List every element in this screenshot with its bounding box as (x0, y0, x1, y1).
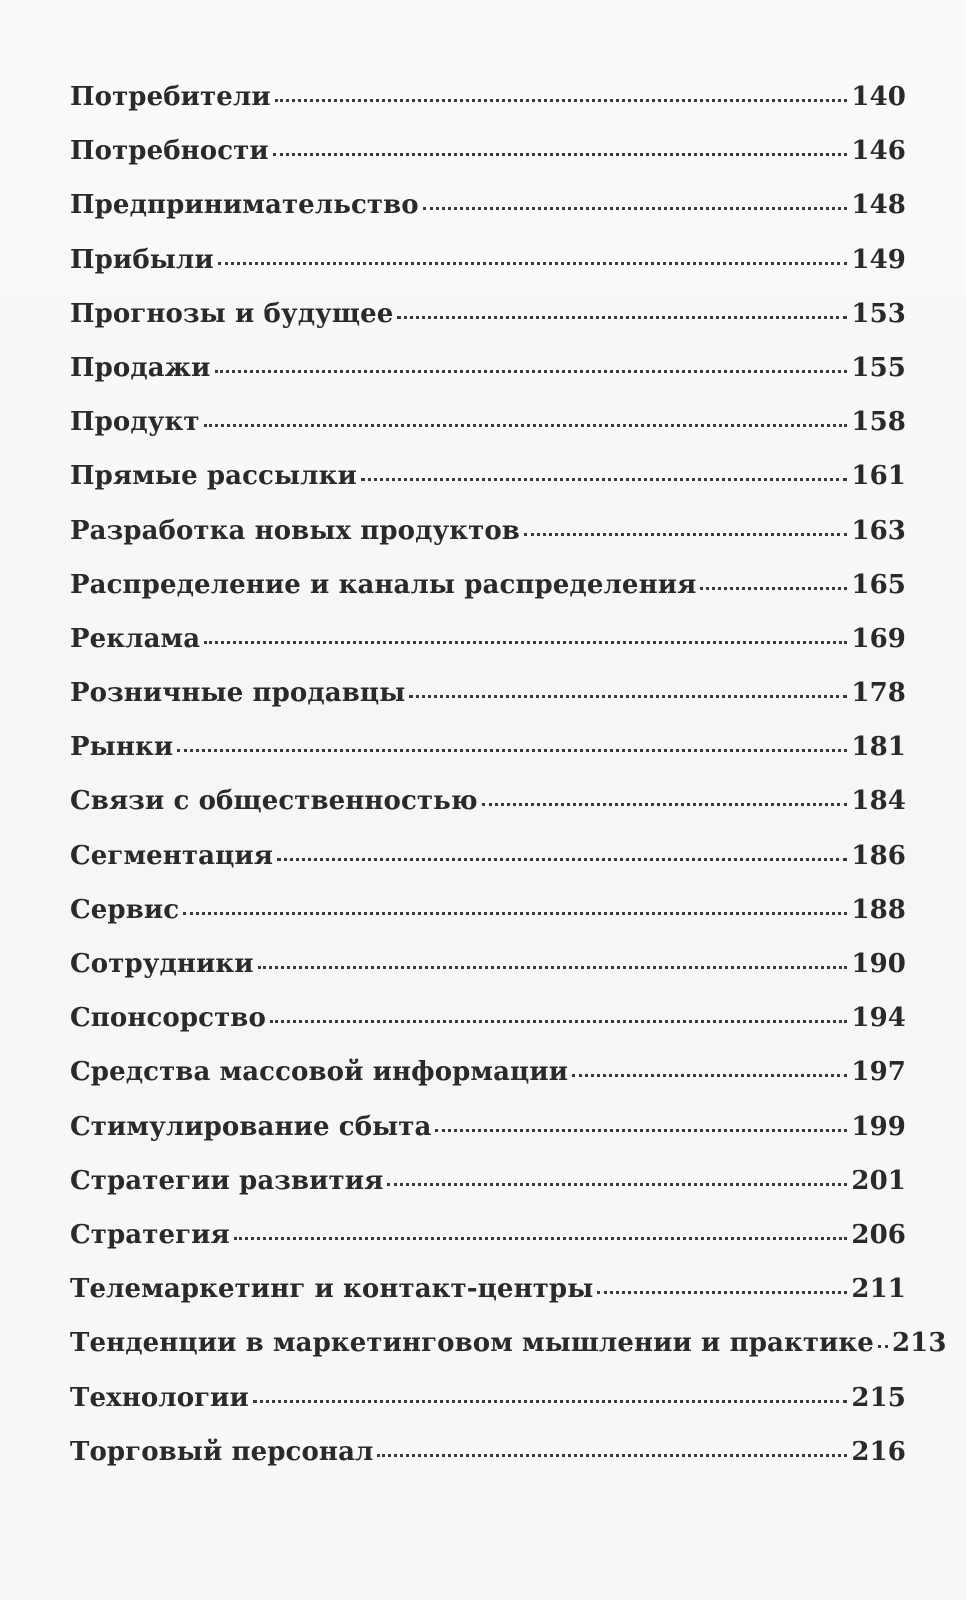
toc-entry-page-number: 178 (851, 678, 906, 709)
toc-dot-leader (177, 749, 847, 752)
toc-entry (70, 1112, 906, 1166)
toc-entry-page-number: 153 (851, 298, 906, 329)
toc-entry-page-number: 158 (851, 407, 906, 438)
toc-entry-title: Торговый персонал (70, 1436, 374, 1467)
toc-entry-title: Розничные продавцы (70, 678, 406, 709)
toc-dot-leader (218, 262, 848, 265)
toc-entry (70, 570, 906, 624)
toc-entry-page-number: 188 (851, 894, 906, 925)
toc-entry-title: Потребители (70, 82, 271, 112)
toc-dot-leader (183, 912, 847, 915)
toc-dot-leader (572, 1074, 847, 1077)
toc-entry (70, 1166, 906, 1220)
toc-entry (70, 245, 906, 299)
toc-entry-title: Рынки (70, 732, 174, 763)
toc-entry (70, 949, 906, 1003)
toc-entry (70, 841, 906, 895)
toc-dot-leader (273, 153, 848, 156)
toc-entry-page-number: 165 (851, 569, 906, 600)
toc-dot-leader (524, 533, 847, 536)
toc-entry (70, 407, 906, 461)
toc-dot-leader (377, 1454, 847, 1457)
toc-entry-title: Предпринимательство (70, 190, 419, 221)
toc-entry-page-number: 197 (851, 1057, 906, 1088)
toc-entry (70, 1220, 906, 1274)
toc-entry-title: Продажи (70, 352, 211, 383)
toc-entry (70, 1057, 906, 1111)
table-of-contents (70, 82, 947, 1491)
toc-dot-leader (258, 966, 848, 969)
toc-dot-leader (700, 587, 847, 590)
toc-entry-page-number: 149 (851, 244, 906, 275)
toc-dot-leader (482, 803, 848, 806)
toc-dot-leader (277, 858, 847, 861)
toc-dot-leader (409, 695, 847, 698)
toc-entry (70, 136, 906, 190)
toc-dot-leader (204, 641, 847, 644)
toc-entry-title: Технологии (70, 1382, 249, 1413)
toc-entry-page-number: 216 (851, 1436, 906, 1467)
toc-entry-page-number: 199 (851, 1111, 906, 1142)
toc-entry-page-number: 161 (851, 461, 906, 492)
toc-entry-page-number: 169 (851, 623, 906, 654)
toc-entry-title: Прибыли (70, 244, 214, 275)
toc-entry-page-number: 146 (851, 136, 906, 167)
toc-dot-leader (361, 478, 848, 481)
toc-dot-leader (878, 1345, 888, 1348)
toc-entry-title: Реклама (70, 623, 201, 654)
toc-entry-title: Средства массовой информации (70, 1057, 569, 1088)
toc-entry-title: Сервис (70, 894, 180, 925)
toc-dot-leader (387, 1183, 847, 1186)
toc-entry (70, 1383, 906, 1437)
toc-entry-title: Разработка новых продуктов (70, 515, 520, 546)
toc-dot-leader (253, 1400, 847, 1403)
toc-entry-title: Связи с общественностью (70, 786, 478, 817)
toc-entry-title: Прогнозы и будущее (70, 298, 394, 329)
toc-entry-page-number: 155 (851, 352, 906, 383)
toc-entry-title: Прямые рассылки (70, 461, 357, 492)
toc-entry-page-number: 211 (851, 1274, 906, 1305)
toc-entry (70, 299, 906, 353)
toc-entry-page-number: 206 (851, 1219, 906, 1250)
toc-entry (70, 516, 906, 570)
toc-entry (70, 1003, 906, 1057)
toc-dot-leader (204, 424, 848, 427)
toc-entry-title: Телемаркетинг и контакт-центры (70, 1274, 594, 1305)
toc-dot-leader (597, 1291, 847, 1294)
toc-entry-page-number: 215 (851, 1382, 906, 1413)
toc-entry-title: Стимулирование сбыта (70, 1111, 432, 1142)
toc-entry (70, 1274, 906, 1328)
toc-entry (70, 624, 906, 678)
toc-entry-page-number: 201 (851, 1165, 906, 1196)
toc-entry-title: Продукт (70, 407, 200, 438)
toc-entry (70, 190, 906, 244)
toc-dot-leader (270, 1020, 848, 1023)
toc-entry-page-number: 140 (851, 82, 906, 112)
toc-entry-title: Потребности (70, 136, 269, 167)
toc-entry (70, 678, 906, 732)
toc-entry-page-number: 213 (891, 1328, 947, 1359)
toc-entry-page-number: 148 (851, 190, 906, 221)
toc-entry-page-number: 181 (851, 732, 906, 763)
toc-dot-leader (215, 370, 848, 373)
toc-dot-leader (275, 99, 848, 102)
toc-entry (70, 461, 906, 515)
toc-entry-title: Сегментация (70, 840, 274, 871)
toc-entry-title: Стратегии развития (70, 1165, 384, 1196)
toc-dot-leader (397, 316, 847, 319)
toc-entry (70, 1437, 906, 1491)
toc-entry (70, 353, 906, 407)
toc-dot-leader (435, 1129, 847, 1132)
toc-entry (70, 82, 906, 136)
toc-entry-title: Распределение и каналы распределения (70, 569, 697, 600)
toc-entry-page-number: 163 (851, 515, 906, 546)
toc-entry (70, 786, 906, 840)
toc-entry-page-number: 194 (851, 1003, 906, 1034)
toc-entry-title: Стратегия (70, 1219, 230, 1250)
toc-entry (70, 1328, 947, 1382)
toc-entry (70, 895, 906, 949)
toc-dot-leader (234, 1237, 848, 1240)
toc-entry-title: Тенденции в маркетинговом мышлении и практике (70, 1328, 874, 1359)
toc-entry-page-number: 190 (851, 949, 906, 979)
toc-entry-title: Спонсорство (70, 1003, 266, 1034)
toc-entry-page-number: 186 (851, 840, 906, 871)
toc-entry (70, 732, 906, 786)
toc-entry-page-number: 184 (851, 786, 906, 817)
toc-entry-title: Сотрудники (70, 949, 254, 979)
toc-dot-leader (423, 207, 848, 210)
